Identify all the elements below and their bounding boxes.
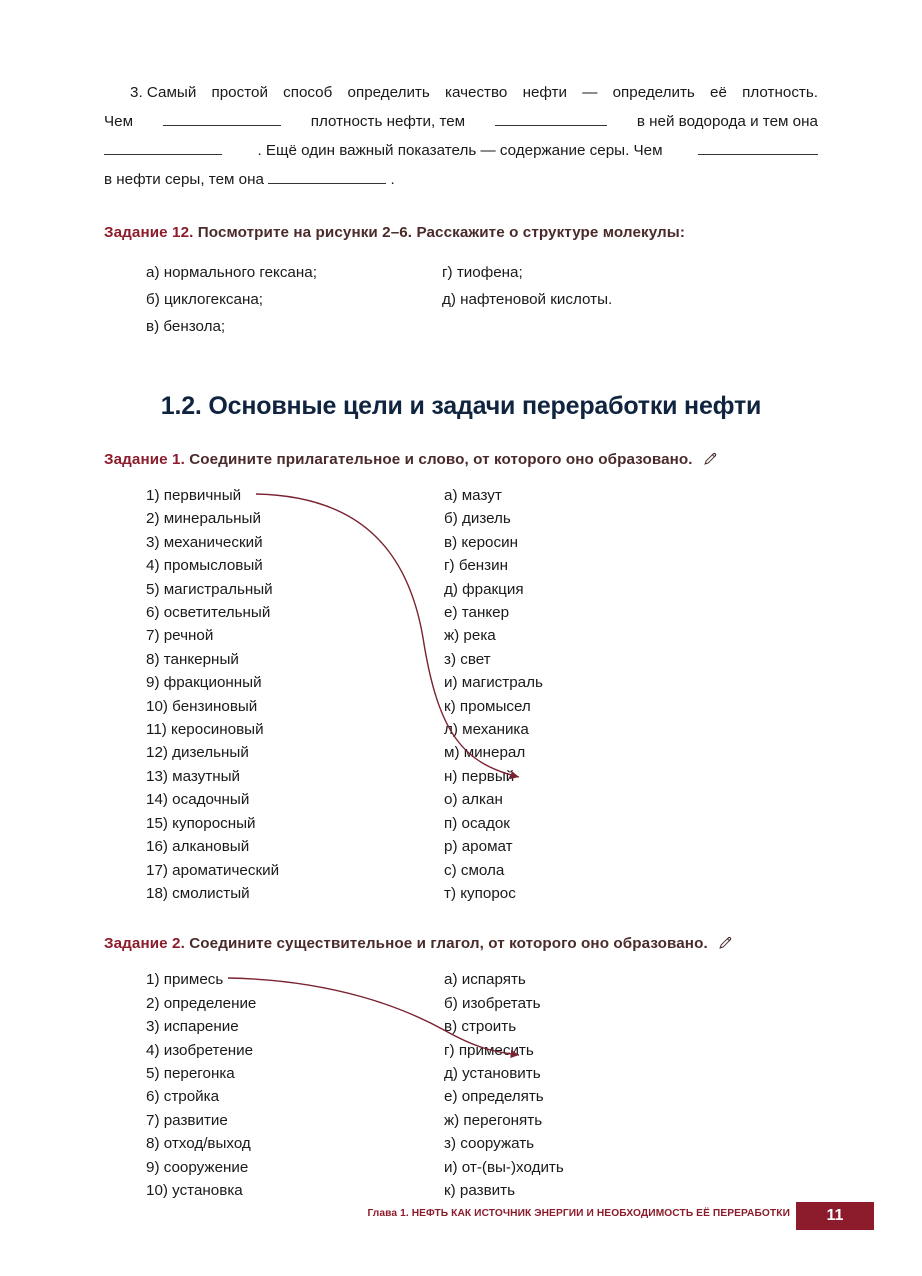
task-2-matching <box>104 968 818 1202</box>
list-item[interactable]: 7) развитие <box>146 1111 228 1129</box>
list-item[interactable]: 15) купоросный <box>146 814 256 832</box>
list-item[interactable]: с) смола <box>444 861 505 879</box>
list-item[interactable]: п) осадок <box>444 814 510 832</box>
list-item[interactable]: 14) осадочный <box>146 791 250 809</box>
list-item: б) циклогексана; <box>146 291 264 308</box>
list-item[interactable]: д) фракция <box>444 580 524 598</box>
list-item[interactable]: 4) промысловый <box>146 557 263 575</box>
list-item[interactable]: 16) алкановый <box>146 838 250 856</box>
list-item[interactable]: к) промысел <box>444 697 531 715</box>
list-item[interactable]: 17) ароматический <box>146 861 280 879</box>
fill-in-blank[interactable] <box>163 110 281 126</box>
task-2-text: Соедините существительное и глагол, от которого оно образовано. <box>189 935 708 953</box>
list-item[interactable]: к) развить <box>444 1181 516 1199</box>
exercise-3-word: — <box>582 84 598 101</box>
list-item[interactable]: д) установить <box>444 1064 541 1082</box>
exercise-3-word: определить <box>612 84 695 101</box>
list-item[interactable]: о) алкан <box>444 791 503 809</box>
exercise-3-line-4 <box>104 165 818 194</box>
exercise-3-text: в нефти серы, тем она <box>104 171 264 188</box>
list-item[interactable]: 1) примесь <box>146 971 224 989</box>
exercise-3-line-2 <box>104 107 818 136</box>
exercise-3-word: её <box>710 84 727 101</box>
list-item[interactable]: 11) керосиновый <box>146 721 264 739</box>
list-item[interactable]: в) керосин <box>444 533 518 551</box>
list-item[interactable]: 5) магистральный <box>146 580 273 598</box>
list-item[interactable]: з) сооружать <box>444 1135 535 1153</box>
list-item[interactable]: 9) сооружение <box>146 1158 249 1176</box>
exercise-3-paragraph <box>104 78 818 194</box>
list-item[interactable]: 18) смолистый <box>146 884 250 902</box>
page-number: 11 <box>826 1207 844 1224</box>
exercise-3-word: плотность. <box>742 84 818 101</box>
list-item[interactable]: т) купорос <box>444 884 516 902</box>
exercise-3-word: качество <box>445 84 508 101</box>
exercise-3-word: нефти <box>522 84 567 101</box>
exercise-3-text: в ней водорода и тем она <box>636 113 818 130</box>
task-1-number: Задание 1. <box>104 451 185 468</box>
exercise-3-text: . Ещё один важный показатель — содержание серы. Чем <box>257 142 663 159</box>
list-item[interactable]: 13) мазутный <box>146 767 241 785</box>
list-item[interactable]: 3) механический <box>146 533 263 551</box>
task-1-right-column <box>442 484 782 905</box>
exercise-3-text: плотность нефти, тем <box>310 113 466 130</box>
section-title: 1.2. Основные цели и задачи переработки нефти <box>160 392 762 420</box>
task-1-heading <box>104 451 818 470</box>
task-12-text: Посмотрите на рисунки 2–6. Расскажите о структуре молекулы: <box>197 224 686 241</box>
exercise-3-word: способ <box>283 84 333 101</box>
footer-chapter-label: Глава 1. НЕФТЬ КАК ИСТОЧНИК ЭНЕРГИИ И НЕОБХОДИМОСТЬ ЕЁ ПЕРЕРАБОТКИ <box>367 1208 790 1219</box>
task-12-left-column <box>104 259 442 340</box>
task-1-left-column <box>104 484 442 905</box>
task-1-matching <box>104 484 818 905</box>
task-2-left-column <box>104 968 442 1202</box>
list-item[interactable]: ж) перегонять <box>444 1111 543 1129</box>
page-footer <box>0 1202 922 1230</box>
list-item[interactable]: з) свет <box>444 650 491 668</box>
exercise-3-word: определить <box>347 84 430 101</box>
list-item[interactable]: 6) осветительный <box>146 604 271 622</box>
list-item[interactable]: а) мазут <box>444 487 502 504</box>
list-item[interactable]: 7) речной <box>146 627 214 645</box>
exercise-3-text: . <box>390 171 395 188</box>
exercise-3-line-3 <box>104 136 818 165</box>
task-12-options <box>104 259 818 340</box>
list-item[interactable]: ж) река <box>444 627 496 645</box>
list-item[interactable]: б) изобретать <box>444 994 541 1012</box>
list-item[interactable]: 8) отход/выход <box>146 1135 251 1153</box>
task-1-text: Соедините прилагательное и слово, от которого оно образовано. <box>189 451 693 468</box>
list-item[interactable]: 2) минеральный <box>146 510 261 528</box>
list-item[interactable]: 4) изобретение <box>146 1041 254 1059</box>
list-item[interactable]: г) бензин <box>444 557 509 575</box>
pencil-icon <box>718 935 733 954</box>
list-item[interactable]: и) от-(вы-)ходить <box>444 1158 564 1176</box>
list-item: в) бензола; <box>146 318 226 335</box>
task-2-right-column <box>442 968 782 1202</box>
list-item: г) тиофена; <box>442 264 523 281</box>
exercise-3-line-1 <box>104 78 818 107</box>
list-item[interactable]: 10) бензиновый <box>146 697 258 715</box>
list-item[interactable]: р) аромат <box>444 838 513 856</box>
task-12-number: Задание 12. <box>104 224 194 241</box>
list-item[interactable]: 9) фракционный <box>146 674 262 692</box>
task-12-right-column <box>442 259 782 340</box>
task-12-heading <box>104 224 818 241</box>
list-item[interactable]: в) строить <box>444 1018 517 1036</box>
list-item[interactable]: б) дизель <box>444 510 511 528</box>
fill-in-blank[interactable] <box>698 139 818 155</box>
task-2-heading <box>104 935 818 954</box>
list-item[interactable]: е) танкер <box>444 604 510 622</box>
exercise-3-word: простой <box>211 84 268 101</box>
pencil-icon <box>703 451 718 470</box>
list-item[interactable]: л) механика <box>444 721 529 739</box>
list-item[interactable]: е) определять <box>444 1088 544 1106</box>
list-item: д) нафтеновой кислоты. <box>442 291 613 308</box>
list-item[interactable]: 6) стройка <box>146 1088 220 1106</box>
list-item[interactable]: 12) дизельный <box>146 744 249 762</box>
exercise-3-line-1-prefix: 3. Самый <box>130 84 197 101</box>
list-item[interactable]: 10) установка <box>146 1181 243 1199</box>
fill-in-blank[interactable] <box>495 110 607 126</box>
list-item: а) нормального гексана; <box>146 264 317 281</box>
list-item[interactable]: а) испарять <box>444 971 526 989</box>
exercise-3-text: Чем <box>104 113 134 130</box>
list-item[interactable]: 3) испарение <box>146 1018 239 1036</box>
list-item[interactable]: 1) первичный <box>146 487 242 504</box>
list-item[interactable]: 5) перегонка <box>146 1064 235 1082</box>
list-item[interactable]: и) магистраль <box>444 674 543 692</box>
fill-in-blank[interactable] <box>104 139 222 155</box>
list-item[interactable]: г) примесить <box>444 1041 534 1059</box>
task-2-number: Задание 2. <box>104 935 185 953</box>
list-item[interactable]: н) первый <box>444 767 515 785</box>
list-item[interactable]: 8) танкерный <box>146 650 239 668</box>
fill-in-blank[interactable] <box>268 168 386 184</box>
list-item[interactable]: 2) определение <box>146 994 257 1012</box>
list-item[interactable]: м) минерал <box>444 744 526 762</box>
